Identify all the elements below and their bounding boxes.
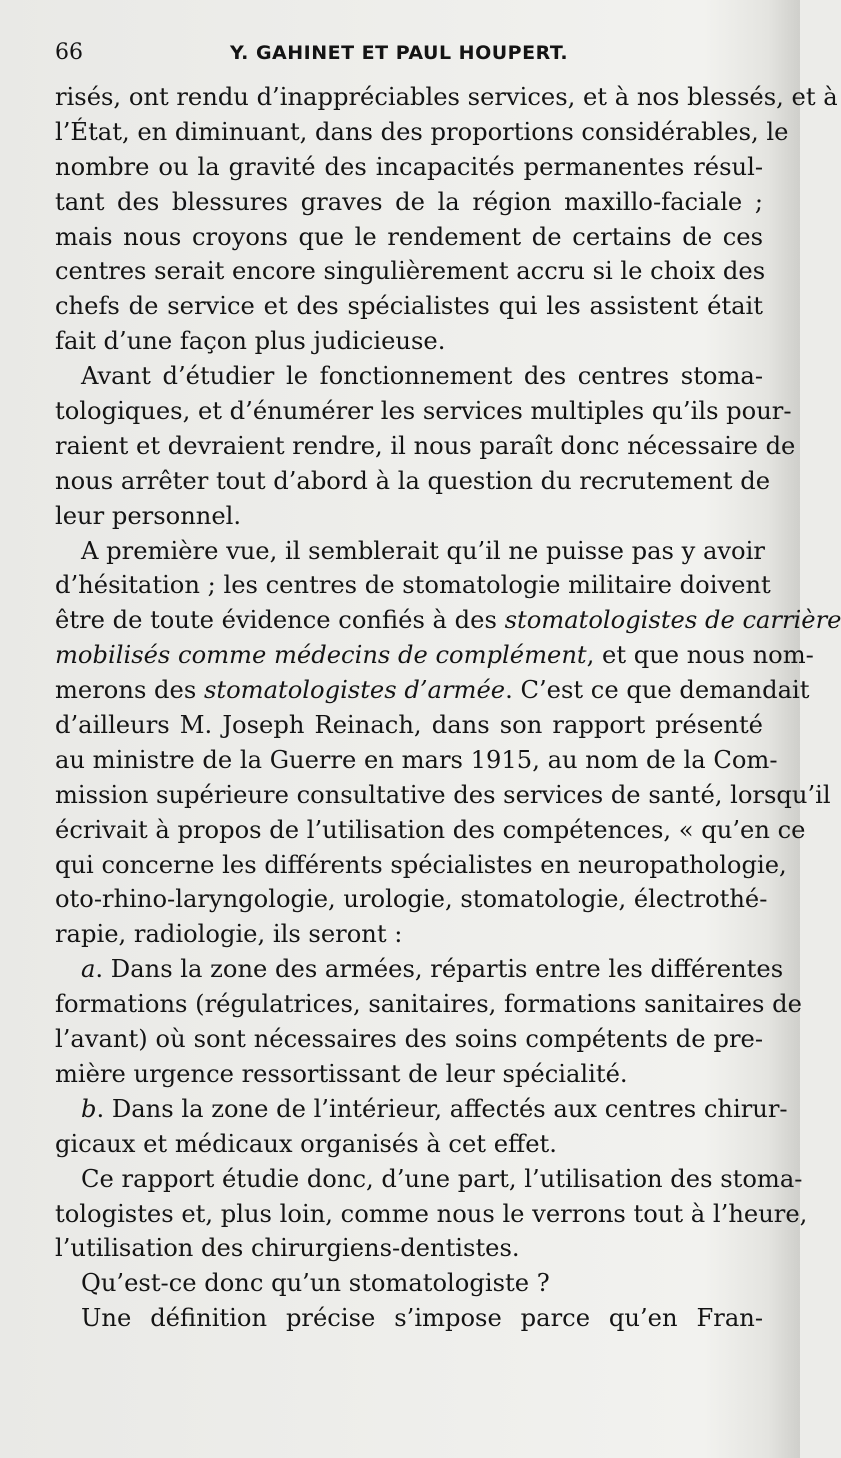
text-line bbox=[55, 1266, 763, 1301]
text-segment: nombre ou la gravité des incapacités permanentes résul- bbox=[55, 152, 763, 181]
text-segment: , et que nous nom- bbox=[586, 641, 814, 670]
text-segment: . C’est ce que demandait bbox=[505, 676, 810, 705]
text-line bbox=[55, 882, 768, 917]
text-segment: tologistes et, plus loin, comme nous le verrons tout à l’heure, bbox=[55, 1199, 808, 1228]
text-line bbox=[55, 743, 778, 778]
text-line bbox=[55, 1231, 763, 1266]
text-segment: au ministre de la Guerre en mars 1915, au nom de la Com- bbox=[55, 745, 778, 774]
text-segment: l’État, en diminuant, dans des proportions considérables, le bbox=[55, 117, 789, 146]
text-segment: mission supérieure consultative des services de santé, lorsqu’il bbox=[55, 780, 831, 809]
text-segment: merons des bbox=[55, 676, 204, 705]
text-line bbox=[55, 289, 763, 324]
text-segment: Qu’est-ce donc qu’un stomatologiste ? bbox=[81, 1269, 550, 1298]
text-line bbox=[55, 394, 792, 429]
text-segment: qui concerne les différents spécialistes en neuropathologie, bbox=[55, 850, 787, 879]
text-segment: A première vue, il semblerait qu’il ne puisse pas y avoir bbox=[81, 536, 765, 565]
text-line bbox=[55, 1197, 808, 1232]
text-line bbox=[55, 254, 766, 289]
text-segment: gicaux et médicaux organisés à cet effet. bbox=[55, 1129, 557, 1158]
text-segment: . Dans la zone des armées, répartis entre les différentes bbox=[95, 955, 784, 984]
text-segment: Ce rapport étudie donc, d’une part, l’utilisation des stoma- bbox=[81, 1164, 803, 1193]
text-line bbox=[55, 813, 806, 848]
text-segment: raient et devraient rendre, il nous paraît donc nécessaire de bbox=[55, 431, 796, 460]
body-text bbox=[55, 80, 841, 1336]
text-segment: être de toute évidence confiés à des bbox=[55, 606, 505, 635]
text-segment: écrivait à propos de l’utilisation des compétences, « qu’en ce bbox=[55, 815, 806, 844]
text-line bbox=[55, 150, 763, 185]
text-line bbox=[55, 1301, 763, 1336]
text-segment: risés, ont rendu d’inappréciables services, et à nos blessés, et à bbox=[55, 83, 838, 111]
text-segment: oto-rhino-laryngologie, urologie, stomatologie, électrothé- bbox=[55, 885, 768, 914]
italic-text: a bbox=[81, 955, 96, 984]
italic-text: b bbox=[81, 1094, 97, 1123]
text-line bbox=[55, 708, 763, 743]
text-line bbox=[55, 1162, 803, 1197]
text-line bbox=[55, 1057, 763, 1092]
text-line bbox=[55, 848, 787, 883]
text-line bbox=[55, 638, 814, 673]
text-segment: d’ailleurs M. Joseph Reinach, dans son rapport présenté bbox=[55, 711, 763, 740]
text-line bbox=[55, 324, 763, 359]
text-segment: centres serait encore singulièrement accru si le choix des bbox=[55, 257, 766, 286]
italic-text: stomatologistes d’armée bbox=[203, 676, 506, 705]
text-line bbox=[55, 952, 784, 987]
text-segment: rapie, radiologie, ils seront : bbox=[55, 920, 403, 949]
text-line bbox=[55, 534, 763, 569]
text-line bbox=[55, 359, 763, 394]
text-line bbox=[55, 1127, 763, 1162]
text-segment: leur personnel. bbox=[55, 501, 242, 530]
text-segment: mais nous croyons que le rendement de certains de ces bbox=[55, 222, 763, 251]
text-line bbox=[55, 603, 841, 638]
text-line bbox=[55, 568, 771, 603]
text-line bbox=[55, 987, 802, 1022]
text-segment: tologiques, et d’énumérer les services multiples qu’ils pour- bbox=[55, 397, 792, 426]
page-number: 66 bbox=[55, 40, 83, 65]
text-segment: . Dans la zone de l’intérieur, affectés aux centres chirur- bbox=[96, 1094, 788, 1123]
text-segment: fait d’une façon plus judicieuse. bbox=[55, 327, 446, 356]
text-line bbox=[55, 80, 838, 115]
text-segment: l’avant) où sont nécessaires des soins compétents de pre- bbox=[55, 1025, 763, 1054]
text-line bbox=[55, 778, 831, 813]
text-segment: formations (régulatrices, sanitaires, formations sanitaires de bbox=[55, 990, 802, 1019]
text-line bbox=[55, 499, 763, 534]
text-segment: mière urgence ressortissant de leur spécialité. bbox=[55, 1059, 628, 1088]
text-line bbox=[55, 673, 810, 708]
text-segment: l’utilisation des chirurgiens-dentistes. bbox=[55, 1234, 520, 1263]
text-line bbox=[55, 464, 771, 499]
text-segment: Une définition précise s’impose parce qu’en Fran- bbox=[81, 1304, 763, 1333]
text-segment: Avant d’étudier le fonctionnement des centres stoma- bbox=[81, 362, 763, 391]
text-line bbox=[55, 429, 796, 464]
text-line bbox=[55, 185, 763, 220]
italic-text: mobilisés comme médecins de complément bbox=[55, 641, 587, 670]
text-line bbox=[55, 917, 763, 952]
text-segment: tant des blessures graves de la région maxillo-faciale ; bbox=[55, 187, 763, 216]
page-header bbox=[55, 40, 755, 74]
text-segment: chefs de service et des spécialistes qui les assistent était bbox=[55, 292, 763, 321]
italic-text: stomatologistes de carrière bbox=[504, 606, 841, 635]
running-title: Y. GAHINET ET PAUL HOUPERT. bbox=[230, 42, 569, 64]
text-line bbox=[55, 115, 789, 150]
text-segment: nous arrêter tout d’abord à la question du recrutement de bbox=[55, 466, 771, 495]
text-line bbox=[55, 1092, 788, 1127]
text-segment: d’hésitation ; les centres de stomatologie militaire doivent bbox=[55, 571, 771, 600]
text-line bbox=[55, 220, 763, 255]
text-line bbox=[55, 1022, 763, 1057]
